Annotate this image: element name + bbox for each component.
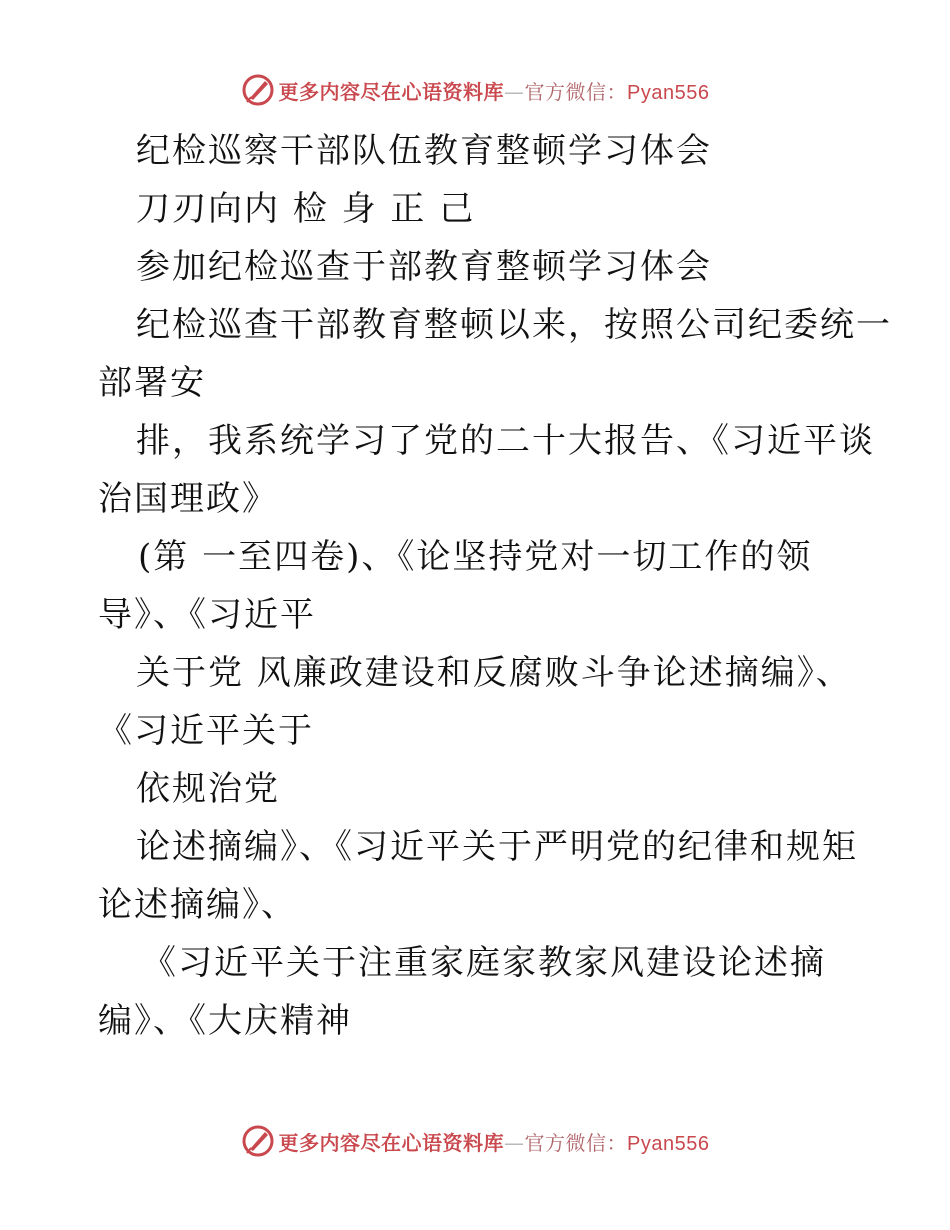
document-body <box>98 122 892 1050</box>
banner-site-text: 更多内容尽在心语资料库 <box>278 79 505 104</box>
text-line: 依规治党 <box>136 769 280 809</box>
text-line: 关于党 风廉政建设和反腐败斗争论述摘编》、 <box>136 653 852 693</box>
text-line: (第 一至四卷)、《论坚持党对一切工作的领 <box>138 537 813 577</box>
text-line: 排，我系统学习了党的二十大报告、《习近平谈 <box>136 421 875 461</box>
text-line: 《习近平关于注重家庭家教家风建设论述摘 <box>142 943 826 983</box>
banner-wechat-label: 官方微信： <box>524 1130 628 1155</box>
text-line: 编》、《大庆精神 <box>98 1001 352 1041</box>
banner-wechat-id: Pyan556 <box>627 81 710 104</box>
banner-site-text: 更多内容尽在心语资料库 <box>278 1130 505 1155</box>
text-line: 部署安 <box>98 363 206 403</box>
doc-title: 纪检巡察干部队伍教育整顿学习体会 <box>136 131 712 171</box>
text-line: 论述摘编》、 <box>98 885 297 925</box>
banner-wechat-id: Pyan556 <box>627 1132 710 1155</box>
quill-logo-icon <box>241 73 275 107</box>
header-banner <box>0 70 950 110</box>
text-line: 论述摘编》、《习近平关于严明党的纪律和规矩 <box>136 827 858 867</box>
banner-dash: — <box>504 1130 525 1155</box>
text-line: 《习近平关于 <box>98 711 314 751</box>
banner-dash: — <box>504 79 525 104</box>
banner-text <box>279 76 710 105</box>
banner-wechat-label: 官方微信： <box>524 79 628 104</box>
quill-logo-icon <box>241 1124 275 1158</box>
doc-heading: 参加纪检巡查于部教育整顿学习体会 <box>136 247 712 287</box>
text-line: 导》、《习近平 <box>98 595 316 635</box>
text-line: 治国理政》 <box>98 479 278 519</box>
footer-banner <box>0 1121 950 1161</box>
banner-text <box>279 1127 710 1156</box>
text-line: 纪检巡查干部教育整顿以来，按照公司纪委统一 <box>136 305 892 345</box>
doc-subtitle: 刀刃向内 检 身 正 己 <box>136 189 476 229</box>
